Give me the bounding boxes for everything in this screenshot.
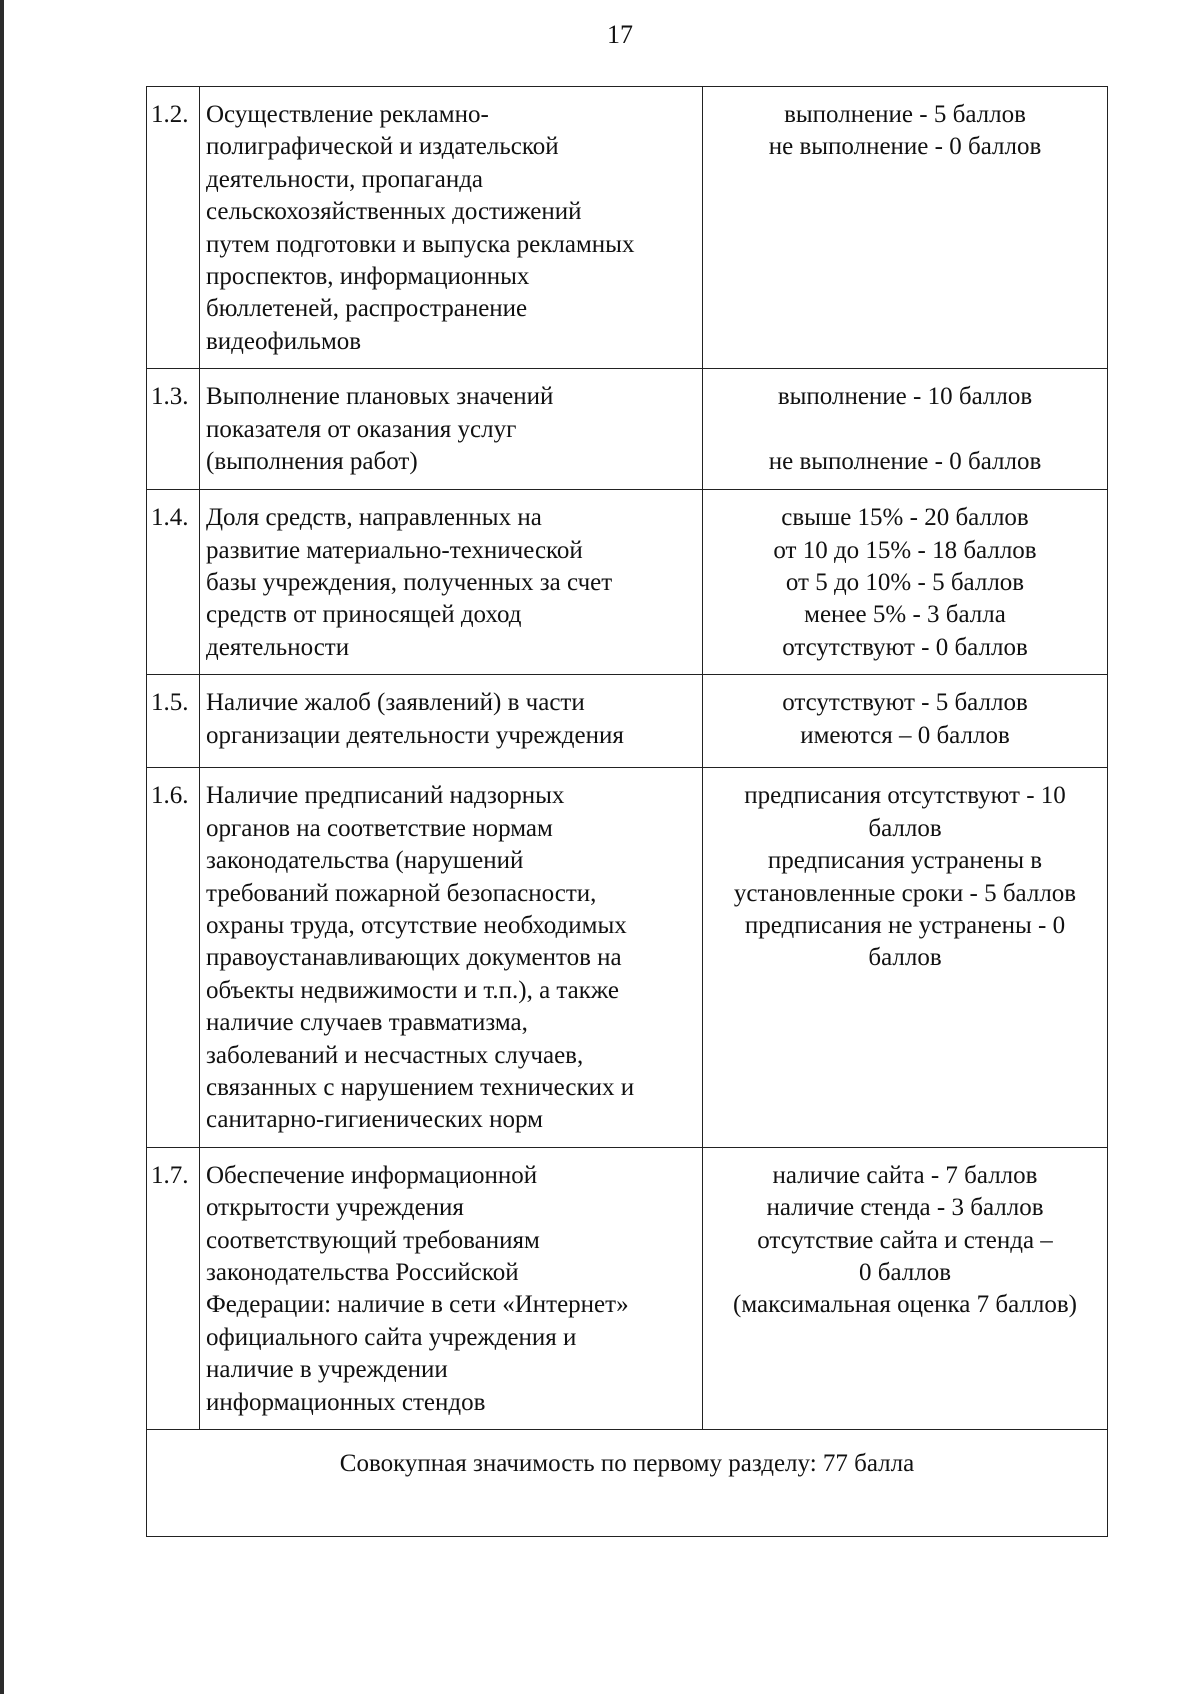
criteria-row bbox=[147, 369, 1108, 490]
criterion-score bbox=[703, 369, 1108, 490]
description-line: проспектов, информационных bbox=[206, 263, 530, 291]
score-line: баллов bbox=[868, 944, 942, 972]
description-line: открытости учреждения bbox=[206, 1194, 464, 1222]
criterion-score bbox=[703, 490, 1108, 675]
score-line: предписания устранены в bbox=[767, 847, 1043, 875]
description-line: информационных стендов bbox=[206, 1388, 486, 1416]
description-line: показателя от оказания услуг bbox=[206, 415, 517, 443]
scan-edge-mark bbox=[0, 0, 4, 1694]
description-line: законодательства Российской bbox=[206, 1258, 519, 1286]
description-line: (выполнения работ) bbox=[206, 448, 418, 476]
row-number: 1.3. bbox=[147, 369, 200, 490]
criteria-row bbox=[147, 675, 1108, 768]
description-line: органов на соответствие нормам bbox=[206, 814, 553, 842]
row-number: 1.7. bbox=[147, 1147, 200, 1429]
description-line: законодательства (нарушений bbox=[206, 847, 524, 875]
row-number: 1.5. bbox=[147, 675, 200, 768]
description-line: заболеваний и несчастных случаев, bbox=[206, 1041, 584, 1069]
description-line: средств от приносящей доход bbox=[206, 601, 522, 629]
description-line: путем подготовки и выпуска рекламных bbox=[206, 230, 635, 258]
criteria-row bbox=[147, 490, 1108, 675]
description-line: соответствующий требованиям bbox=[206, 1226, 540, 1254]
description-line: бюллетеней, распространение bbox=[206, 295, 528, 323]
description-line: требований пожарной безопасности, bbox=[206, 879, 597, 907]
criterion-description bbox=[200, 1147, 703, 1429]
score-line: имеются – 0 баллов bbox=[800, 721, 1010, 749]
score-line: отсутствуют - 5 баллов bbox=[782, 689, 1028, 717]
criterion-description bbox=[200, 87, 703, 369]
description-line: сельскохозяйственных достижений bbox=[206, 198, 582, 226]
score-line: от 10 до 15% - 18 баллов bbox=[773, 536, 1037, 564]
score-line bbox=[707, 414, 1103, 446]
description-line: видеофильмов bbox=[206, 327, 362, 355]
description-line: Наличие предписаний надзорных bbox=[206, 782, 565, 810]
description-line: развитие материально-технической bbox=[206, 536, 583, 564]
row-number: 1.2. bbox=[147, 87, 200, 369]
score-line: не выполнение - 0 баллов bbox=[768, 447, 1042, 475]
description-line: Выполнение плановых значений bbox=[206, 383, 554, 411]
criteria-row bbox=[147, 768, 1108, 1147]
criterion-score bbox=[703, 87, 1108, 369]
criterion-score bbox=[703, 1147, 1108, 1429]
description-line: Федерации: наличие в сети «Интернет» bbox=[206, 1291, 629, 1319]
score-line: от 5 до 10% - 5 баллов bbox=[785, 569, 1025, 597]
description-line: наличие в учреждении bbox=[206, 1356, 448, 1384]
score-line: не выполнение - 0 баллов bbox=[768, 133, 1042, 161]
criteria-row bbox=[147, 87, 1108, 369]
row-number: 1.6. bbox=[147, 768, 200, 1147]
row-number: 1.4. bbox=[147, 490, 200, 675]
score-line: менее 5% - 3 балла bbox=[804, 601, 1006, 629]
description-line: полиграфической и издательской bbox=[206, 133, 559, 161]
score-line: установленные сроки - 5 баллов bbox=[733, 879, 1077, 907]
criterion-description bbox=[200, 490, 703, 675]
criteria-row bbox=[147, 1147, 1108, 1429]
criteria-table bbox=[146, 86, 1108, 1537]
description-line: наличие случаев травматизма, bbox=[206, 1009, 528, 1037]
criterion-description bbox=[200, 369, 703, 490]
score-line: выполнение - 5 баллов bbox=[784, 101, 1026, 128]
score-line: свыше 15% - 20 баллов bbox=[781, 504, 1029, 532]
description-line: деятельности, пропаганда bbox=[206, 165, 484, 193]
description-line: официального сайта учреждения и bbox=[206, 1323, 577, 1351]
page-number: 17 bbox=[607, 20, 633, 49]
description-line: правоустанавливающих документов на bbox=[206, 944, 622, 972]
score-line: баллов bbox=[868, 814, 942, 842]
score-line: наличие сайта - 7 баллов bbox=[772, 1161, 1038, 1189]
description-line: базы учреждения, полученных за счет bbox=[206, 569, 613, 597]
description-line: организации деятельности учреждения bbox=[206, 721, 624, 749]
description-line: Обеспечение информационной bbox=[206, 1161, 538, 1189]
criterion-score bbox=[703, 768, 1108, 1147]
score-line: 0 баллов bbox=[858, 1258, 952, 1286]
description-line: связанных с нарушением технических и bbox=[206, 1073, 635, 1101]
description-line: охраны труда, отсутствие необходимых bbox=[206, 911, 627, 939]
criterion-score bbox=[703, 675, 1108, 768]
score-line: (максимальная оценка 7 баллов) bbox=[733, 1291, 1077, 1319]
score-line: отсутствие сайта и стенда – bbox=[757, 1226, 1053, 1254]
criterion-description bbox=[200, 675, 703, 768]
description-line: Доля средств, направленных на bbox=[206, 504, 542, 532]
score-line: отсутствуют - 0 баллов bbox=[782, 633, 1028, 661]
description-line: деятельности bbox=[206, 633, 350, 661]
total-cell: Совокупная значимость по первому разделу: 77 балла bbox=[147, 1430, 1108, 1537]
score-line: предписания не устранены - 0 bbox=[744, 911, 1066, 939]
description-line: санитарно-гигиенических норм bbox=[206, 1106, 543, 1134]
description-line: Наличие жалоб (заявлений) в части bbox=[206, 689, 585, 717]
score-line: предписания отсутствуют - 10 bbox=[744, 782, 1066, 810]
description-line: Осуществление рекламно- bbox=[206, 101, 489, 128]
score-line: наличие стенда - 3 баллов bbox=[766, 1194, 1044, 1222]
description-line: объекты недвижимости и т.п.), а также bbox=[206, 976, 619, 1004]
score-line: выполнение - 10 баллов bbox=[777, 383, 1033, 411]
criterion-description bbox=[200, 768, 703, 1147]
